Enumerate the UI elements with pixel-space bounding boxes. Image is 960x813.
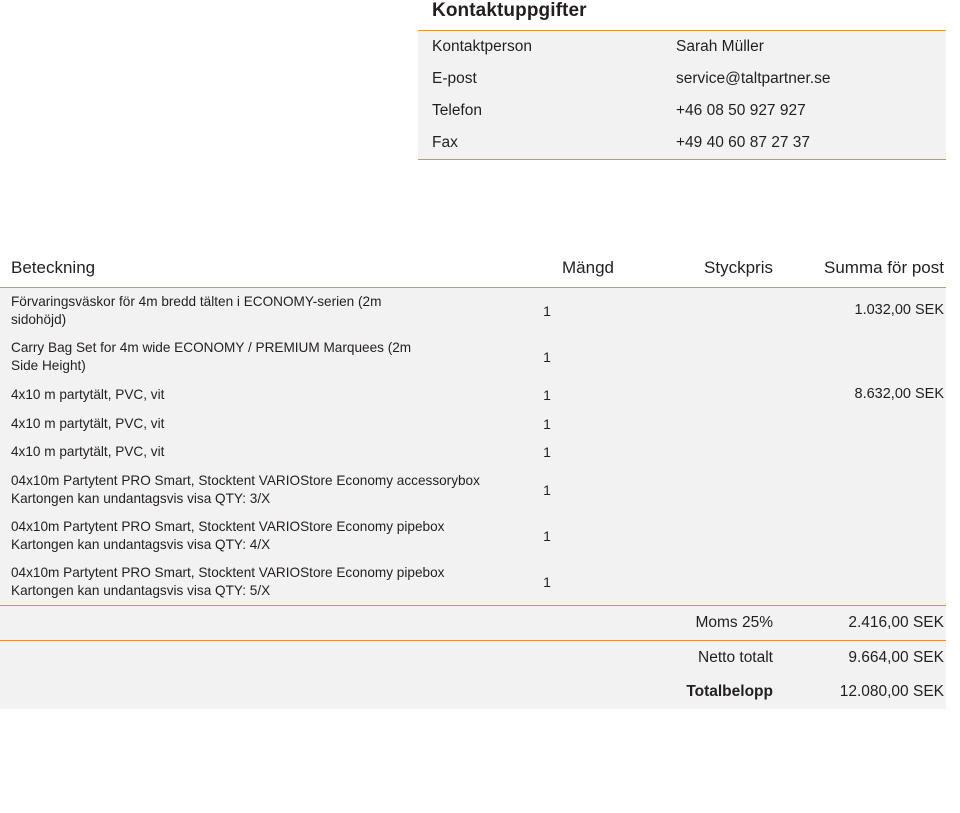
contact-label: Fax — [432, 134, 458, 151]
totals-spacer — [0, 675, 516, 709]
line-item-description — [0, 438, 516, 467]
line-item-quantity: 1 — [543, 573, 551, 590]
totals-row-grand — [0, 675, 946, 709]
line-item-description-line2: sidohöjd) — [11, 312, 67, 328]
line-item-description-line1: Carry Bag Set for 4m wide ECONOMY / PREMIUM Marquees (2m — [11, 340, 412, 356]
contact-value: +49 40 60 87 27 37 — [676, 134, 811, 151]
column-header-description: Beteckning — [0, 258, 516, 288]
net-total-label: Netto totalt — [626, 641, 776, 676]
grand-total-value: 12.080,00 SEK — [776, 675, 946, 709]
table-header-row — [0, 258, 946, 288]
line-item-unit-price — [626, 513, 776, 559]
table-row — [0, 559, 946, 605]
line-item-description — [0, 410, 516, 439]
line-item-total — [776, 410, 946, 439]
table-row — [418, 95, 946, 127]
contact-label: Kontaktperson — [432, 38, 532, 55]
totals-spacer — [516, 675, 626, 709]
line-item-quantity: 1 — [543, 481, 551, 498]
totals-row-vat — [0, 606, 946, 641]
line-item-description-line1: 4x10 m partytält, PVC, vit — [11, 444, 165, 460]
line-item-unit-price — [626, 288, 776, 335]
line-item-total — [776, 438, 946, 467]
line-items-header — [0, 258, 946, 288]
line-item-description-line1: 4x10 m partytält, PVC, vit — [11, 415, 165, 431]
line-item-description-line2: Kartongen kan undantagsvis visa QTY: 5/X — [11, 583, 271, 599]
line-item-description — [0, 380, 516, 409]
line-item-total — [776, 513, 946, 559]
table-row — [0, 288, 946, 335]
totals-spacer — [516, 606, 626, 641]
table-row — [418, 31, 946, 64]
table-row — [0, 410, 946, 439]
totals-spacer — [0, 606, 516, 641]
line-item-description-line1: 04x10m Partytent PRO Smart, Stocktent VARIOStore Economy pipebox — [11, 518, 445, 534]
line-item-unit-price — [626, 380, 776, 409]
table-row — [418, 127, 946, 160]
table-row — [0, 380, 946, 409]
line-item-description — [0, 559, 516, 605]
line-item-unit-price — [626, 467, 776, 513]
contact-label: E-post — [432, 70, 477, 87]
totals-row-net — [0, 641, 946, 676]
contact-label: Telefon — [432, 102, 482, 119]
vat-value: 2.416,00 SEK — [776, 606, 946, 641]
line-item-quantity: 1 — [543, 302, 551, 319]
line-item-quantity: 1 — [543, 444, 551, 461]
contact-value: Sarah Müller — [676, 38, 764, 55]
line-item-description — [0, 334, 516, 380]
line-item-quantity: 1 — [543, 386, 551, 403]
column-header-unit-price: Styckpris — [626, 258, 776, 288]
line-item-quantity: 1 — [543, 415, 551, 432]
line-item-description — [0, 288, 516, 335]
line-item-description-line2: Kartongen kan undantagsvis visa QTY: 4/X — [11, 537, 271, 553]
line-item-unit-price — [626, 559, 776, 605]
line-items-body — [0, 288, 946, 606]
table-row — [0, 513, 946, 559]
net-total-value: 9.664,00 SEK — [776, 641, 946, 676]
line-item-unit-price — [626, 334, 776, 380]
line-item-total — [776, 559, 946, 605]
line-item-unit-price — [626, 410, 776, 439]
contact-details-table — [418, 30, 946, 160]
line-items-table — [0, 258, 946, 605]
line-item-total — [776, 334, 946, 380]
column-header-line-total: Summa för post — [776, 258, 946, 288]
line-item-description-line2: Side Height) — [11, 358, 86, 374]
line-item-total: 8.632,00 SEK — [854, 386, 944, 403]
totals-table — [0, 605, 946, 709]
vat-label: Moms 25% — [626, 606, 776, 641]
table-row — [0, 334, 946, 380]
table-row — [0, 467, 946, 513]
table-row — [418, 63, 946, 95]
line-item-description — [0, 467, 516, 513]
totals-spacer — [516, 641, 626, 676]
line-item-description-line1: 4x10 m partytält, PVC, vit — [11, 386, 165, 402]
line-item-total — [776, 467, 946, 513]
contact-value: service@taltpartner.se — [676, 70, 831, 87]
column-header-quantity: Mängd — [516, 258, 626, 288]
line-item-description-line1: 04x10m Partytent PRO Smart, Stocktent VARIOStore Economy pipebox — [11, 565, 445, 581]
line-item-description-line1: Förvaringsväskor för 4m bredd tälten i ECONOMY-serien (2m — [11, 294, 382, 309]
line-item-quantity: 1 — [543, 348, 551, 365]
line-item-unit-price — [626, 438, 776, 467]
line-item-total: 1.032,00 SEK — [854, 302, 944, 319]
table-row — [0, 438, 946, 467]
line-item-description — [0, 513, 516, 559]
contact-details-title: Kontaktuppgifter — [432, 0, 587, 21]
grand-total-label: Totalbelopp — [626, 675, 776, 709]
contact-details-block — [418, 0, 946, 160]
line-item-quantity: 1 — [543, 527, 551, 544]
contact-value: +46 08 50 927 927 — [676, 102, 806, 119]
line-item-description-line2: Kartongen kan undantagsvis visa QTY: 3/X — [11, 490, 271, 506]
line-items-section — [0, 258, 960, 709]
totals-spacer — [0, 641, 516, 676]
line-item-description-line1: 04x10m Partytent PRO Smart, Stocktent VARIOStore Economy accessorybox — [11, 472, 480, 488]
